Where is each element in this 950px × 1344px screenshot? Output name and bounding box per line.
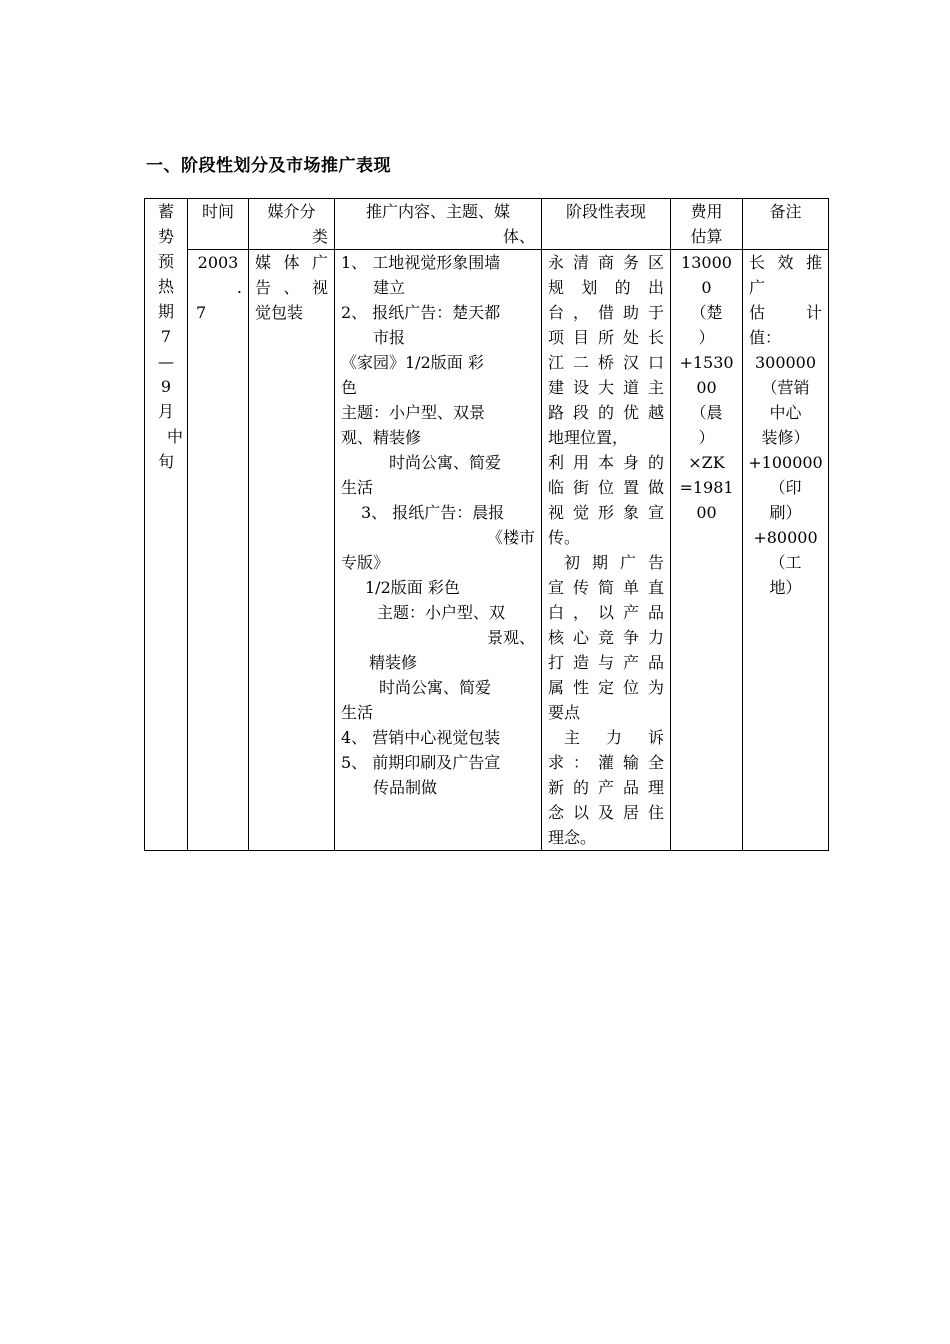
cost-line: 0: [701, 278, 712, 297]
stage-line: 项目所处长: [548, 328, 664, 347]
header-cost-text: 估算: [690, 227, 723, 246]
content-line: 1、 工地视觉形象围墙: [341, 253, 501, 272]
content-line: 观、精装修: [341, 428, 422, 447]
stage-line: 地理位置，: [548, 428, 629, 447]
content-line: 2、 报纸广告：楚天都: [341, 303, 501, 322]
stage-cell: [542, 250, 671, 851]
phase-char: 蓄: [157, 202, 174, 221]
remark-line: （印: [769, 478, 802, 497]
time-cell: [188, 250, 249, 851]
media-cell: [249, 250, 335, 851]
cost-cell: [671, 250, 743, 851]
phase-char: 月: [157, 402, 174, 421]
media-text: 告、视: [255, 278, 328, 297]
header-content-text: 推广内容、主题、媒: [365, 202, 510, 221]
content-line: 3、 报纸广告：晨报: [361, 503, 505, 522]
cost-line: 13000: [681, 253, 732, 272]
header-stage-text: 阶段性表现: [565, 202, 646, 221]
stage-line: 利用本身的: [548, 453, 664, 472]
phase-char: 7: [160, 327, 172, 346]
stage-line: 宣传简单直: [548, 578, 664, 597]
header-content: [335, 199, 542, 250]
stage-line: 临街位置做: [548, 478, 664, 497]
stage-line: 建设大道主: [548, 378, 664, 397]
cost-line: ）: [698, 428, 715, 447]
phase-char: 热: [157, 277, 174, 296]
stage-line: 初期广告: [564, 553, 664, 572]
header-stage: [542, 199, 671, 250]
content-line: 主题：小户型、双景: [341, 403, 486, 422]
header-media-text: 媒介分: [267, 202, 316, 221]
section-heading: 一、阶段性划分及市场推广表现: [146, 156, 391, 176]
time-text: 2003: [197, 253, 239, 272]
table-row: [145, 250, 829, 851]
content-line: 生活: [341, 478, 374, 497]
header-time-text: 时间: [201, 202, 234, 221]
stage-line: 念以及居住: [548, 803, 664, 822]
content-line: 1/2版面 彩色: [365, 578, 460, 597]
stage-line: 台，借助于: [548, 303, 664, 322]
stage-line: 新的产品理: [548, 778, 664, 797]
phase-char: 势: [157, 227, 174, 246]
header-media: [249, 199, 335, 250]
stage-line: 求：灌输全: [548, 753, 664, 772]
content-line: 市报: [373, 328, 406, 347]
remark-line: 中心: [769, 403, 802, 422]
content-line: 《家园》1/2版面 彩: [341, 353, 484, 372]
remark-line: 广: [749, 278, 766, 297]
content-line: 专版》: [341, 553, 390, 572]
phase-cell: [145, 199, 188, 851]
stage-line: 规划的出: [548, 278, 664, 297]
remark-line: 刷）: [769, 503, 802, 522]
phase-char: 9: [160, 377, 172, 396]
content-line: 生活: [341, 703, 374, 722]
table-header-row: [145, 199, 829, 250]
cost-line: ×ZK: [688, 453, 725, 472]
time-text: .: [236, 278, 242, 297]
cost-line: 00: [696, 503, 717, 522]
content-line: 《楼市: [486, 528, 535, 547]
stage-line: 属性定位为: [548, 678, 664, 697]
header-content-text: 体、: [502, 227, 535, 246]
promotion-plan-table: [144, 198, 829, 851]
header-cost: [671, 199, 743, 250]
remark-line: （工: [769, 553, 802, 572]
remark-line: 值：: [749, 328, 782, 347]
stage-line: 路段的优越: [548, 403, 664, 422]
stage-line: 核心竞争力: [548, 628, 664, 647]
stage-line: 白，以产品: [548, 603, 664, 622]
remark-line: 装修）: [761, 428, 810, 447]
stage-line: 主 力 诉: [564, 728, 664, 747]
header-remark-text: 备注: [769, 202, 802, 221]
content-line: 传品制做: [373, 778, 438, 797]
remark-line: +80000: [753, 528, 818, 547]
remark-line: 长效推: [749, 253, 822, 272]
remark-line: 地）: [769, 578, 802, 597]
phase-char: 预: [157, 252, 174, 271]
content-line: 建立: [373, 278, 406, 297]
stage-line: 要点: [548, 703, 581, 722]
content-line: 时尚公寓、简爱: [379, 678, 492, 697]
time-text: 7: [196, 303, 207, 322]
content-cell: [335, 250, 542, 851]
stage-line: 打造与产品: [548, 653, 664, 672]
cost-line: ）: [698, 328, 715, 347]
cost-line: （楚: [690, 303, 723, 322]
content-line: 色: [341, 378, 358, 397]
stage-line: 传。: [548, 528, 581, 547]
remark-line: 估 计: [749, 303, 822, 322]
media-text: 觉包装: [255, 303, 304, 322]
phase-char: 旬: [157, 452, 174, 471]
stage-line: 江二桥汉口: [548, 353, 664, 372]
cost-line: +1530: [679, 353, 734, 372]
header-media-text: 类: [311, 227, 328, 246]
stage-line: 永清商务区: [548, 253, 664, 272]
cost-line: =1981: [679, 478, 734, 497]
header-cost-text: 费用: [690, 202, 723, 221]
content-line: 景观、: [486, 628, 535, 647]
stage-line: 视觉形象宣: [548, 503, 664, 522]
phase-char: 中: [166, 427, 183, 446]
content-line: 5、 前期印刷及广告宣: [341, 753, 501, 772]
content-line: 精装修: [369, 653, 418, 672]
remark-line: （营销: [761, 378, 810, 397]
cost-line: （晨: [690, 403, 723, 422]
header-remark: [743, 199, 829, 250]
remark-line: +100000: [748, 453, 823, 472]
content-line: 时尚公寓、简爱: [389, 453, 502, 472]
cost-line: 00: [696, 378, 717, 397]
remark-line: 300000: [754, 353, 817, 372]
stage-line: 理念。: [548, 828, 597, 847]
content-line: 4、 营销中心视觉包装: [341, 728, 501, 747]
content-line: 主题：小户型、双: [377, 603, 506, 622]
remark-cell: [743, 250, 829, 851]
media-text: 媒体广: [255, 253, 328, 272]
phase-char: 期: [157, 302, 174, 321]
phase-char: —: [158, 352, 174, 371]
header-time: [188, 199, 249, 250]
